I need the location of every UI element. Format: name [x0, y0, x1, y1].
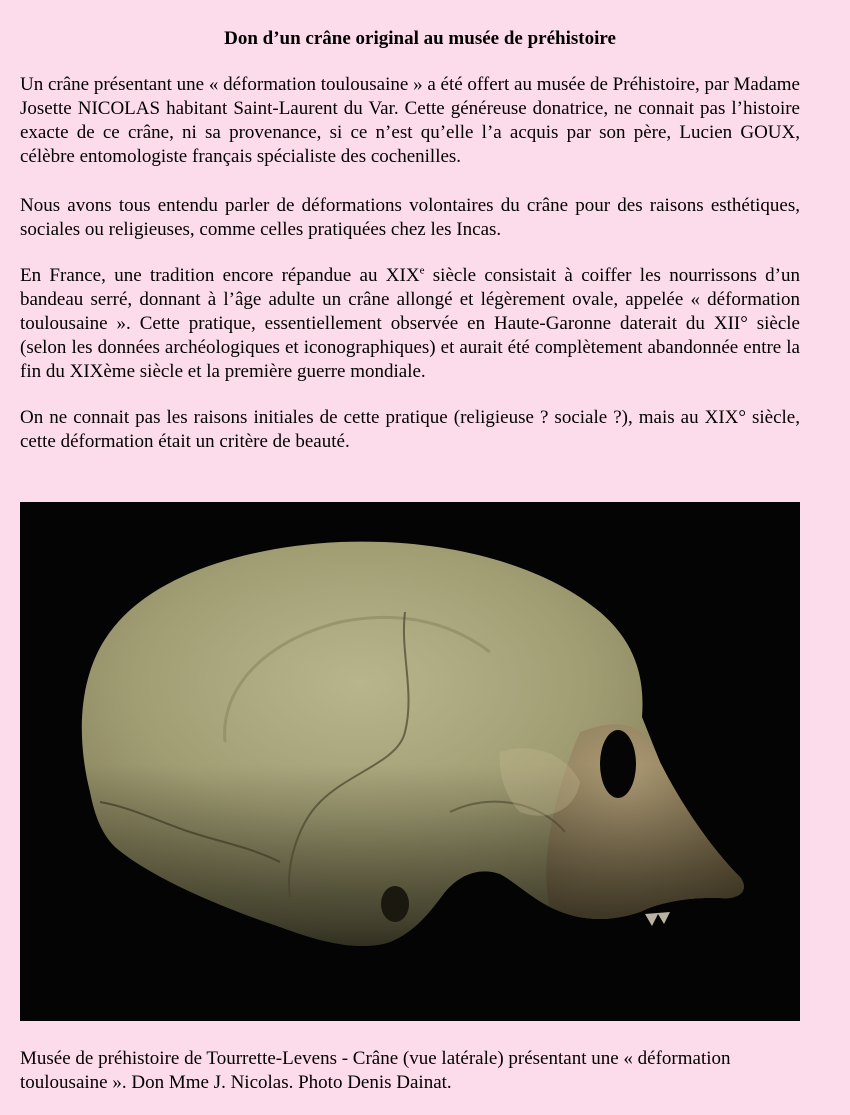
article-title: Don d’un crâne original au musée de préhistoire [224, 28, 616, 49]
paragraph-tradition-france [20, 264, 800, 384]
paragraph-beauty-criterion: On ne connait pas les raisons initiales de cette pratique (religieuse ? sociale ?), mais au XIX° siècle, cette déformation était un critère de beauté. [20, 407, 800, 452]
ear-opening [381, 886, 409, 922]
century-superscript: e [419, 264, 425, 277]
skull-illustration [20, 502, 800, 1021]
paragraph-deformations: Nous avons tous entendu parler de déformations volontaires du crâne pour des raisons esthétiques, sociales ou religieuses, comme celles pratiquées chez les Incas. [20, 195, 800, 240]
eye-orbit [600, 730, 636, 798]
paragraph-donation: Un crâne présentant une « déformation toulousaine » a été offert au musée de Préhistoire, par Madame Josette NICOLAS habitant Saint-Laurent du Var. Cette généreuse donatrice, ne connait pas l’histoire exacte de ce crâne, ni sa provenance, si ce n’est qu’elle l’a acquis par son père, Lucien GOUX, célèbre entomologiste français spécialiste des cochenilles. [20, 74, 800, 167]
paragraph-tradition-text-start: En France, une tradition encore répandue au XIX [20, 265, 420, 286]
photo-caption: Musée de préhistoire de Tourrette-Levens - Crâne (vue latérale) présentant une « déformation toulousaine ». Don Mme J. Nicolas. Photo Denis Dainat. [20, 1048, 731, 1093]
skull-photo [20, 502, 800, 1021]
paragraph-tradition-text-end: siècle consistait à coiffer les nourrissons d’un bandeau serré, donnant à l’âge adulte un crâne allongé et légèrement ovale, appelée « déformation toulousaine ». Cette pratique, essentiellement observée en Haute-Garonne daterait du XII° siècle (selon les données archéologiques et iconographiques) et aurait été complètement abandonnée entre la fin du XIXème siècle et la première guerre mondiale. [20, 265, 800, 382]
